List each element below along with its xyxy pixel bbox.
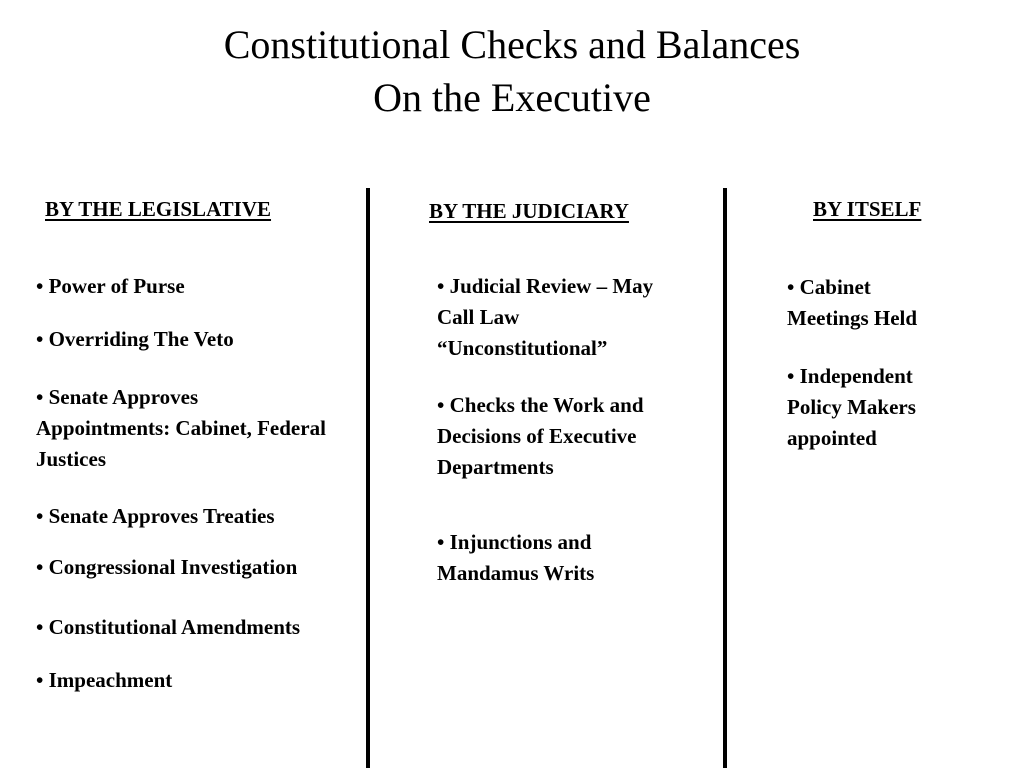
legislative-item-senate-treaties: • Senate Approves Treaties [36, 504, 275, 528]
legislative-item-power-of-purse: • Power of Purse [36, 274, 185, 298]
heading-legislative: BY THE LEGISLATIVE [45, 197, 272, 221]
legislative-item-constitutional-amendments: • Constitutional Amendments [36, 615, 301, 639]
judiciary-item-checks-work: • Checks the Work and Decisions of Executive Departments [437, 393, 644, 479]
heading-itself: BY ITSELF [813, 197, 922, 221]
judiciary-item-injunctions: • Injunctions and Mandamus Writs [437, 530, 595, 585]
legislative-item-impeachment: • Impeachment [36, 668, 173, 692]
legislative-item-overriding-veto: • Overriding The Veto [36, 327, 234, 351]
itself-item-independent-policy-makers: • Independent Policy Makers appointed [787, 364, 916, 450]
legislative-item-congressional-investigation: • Congressional Investigation [36, 555, 298, 579]
column-divider-right [723, 188, 727, 768]
column-divider-left [366, 188, 370, 768]
judiciary-item-judicial-review: • Judicial Review – May Call Law “Unconstitutional” [437, 274, 654, 360]
title-line-2: On the Executive [373, 75, 651, 120]
legislative-item-senate-appointments: • Senate Approves Appointments: Cabinet, Federal Justices [36, 385, 326, 471]
itself-item-cabinet-meetings: • Cabinet Meetings Held [787, 275, 918, 330]
heading-judiciary: BY THE JUDICIARY [429, 199, 629, 223]
title-line-1: Constitutional Checks and Balances [223, 22, 801, 67]
slide-title [0, 18, 1024, 124]
